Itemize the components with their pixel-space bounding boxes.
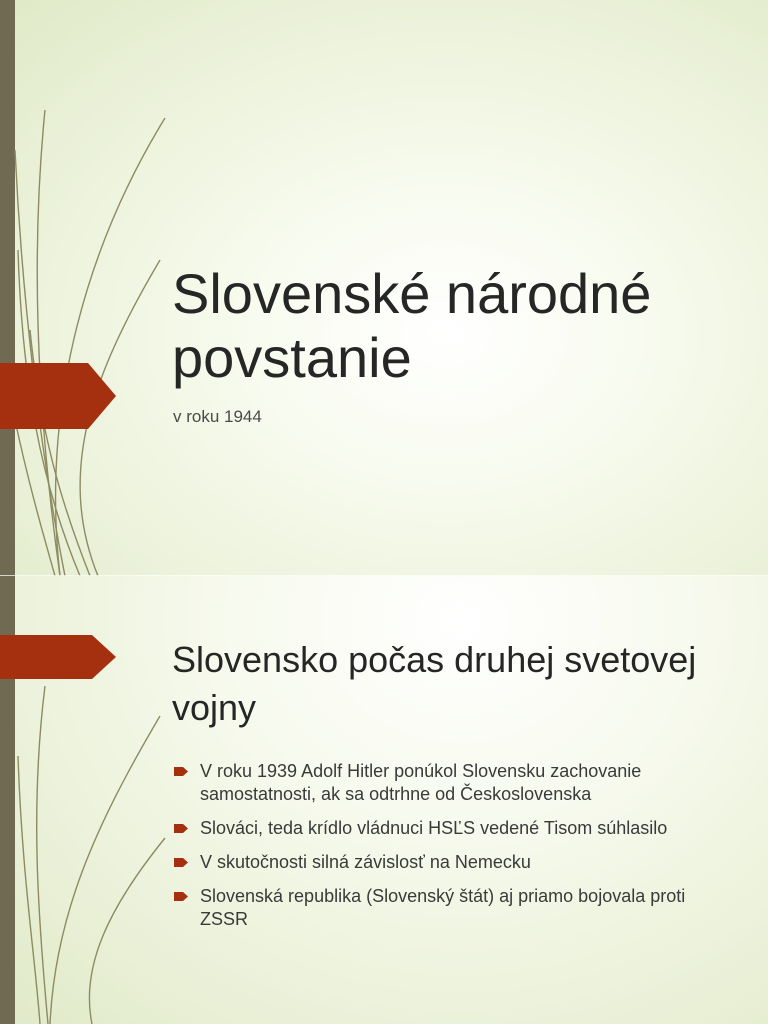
list-item xyxy=(174,817,734,840)
bullet-text: Slováci, teda krídlo vládnuci HSĽS vedené Tisom súhlasilo xyxy=(200,818,668,838)
slide-title: Slovenské národné povstanie xyxy=(172,262,652,389)
arrow-bullet-icon xyxy=(174,824,188,833)
title-arrow-marker xyxy=(0,363,116,429)
arrow-bullet-icon xyxy=(174,892,188,901)
content-slide xyxy=(0,576,768,1024)
grass-decoration xyxy=(0,0,200,576)
list-item xyxy=(174,760,734,806)
list-item xyxy=(174,885,734,931)
bullet-text: V skutočnosti silná závislosť na Nemecku xyxy=(200,852,531,872)
arrow-bullet-icon xyxy=(174,767,188,776)
title-arrow-marker xyxy=(0,635,116,679)
list-item xyxy=(174,851,734,874)
slide-subtitle: v roku 1944 xyxy=(173,407,262,426)
bullet-list xyxy=(174,760,734,942)
bullet-text: V roku 1939 Adolf Hitler ponúkol Slovensku zachovanie samostatnosti, ak sa odtrhne od Československa xyxy=(200,761,642,804)
arrow-bullet-icon xyxy=(174,858,188,867)
bullet-text: Slovenská republika (Slovenský štát) aj priamo bojovala proti ZSSR xyxy=(200,886,686,929)
slide-title: Slovensko počas druhej svetovej vojny xyxy=(172,639,697,728)
